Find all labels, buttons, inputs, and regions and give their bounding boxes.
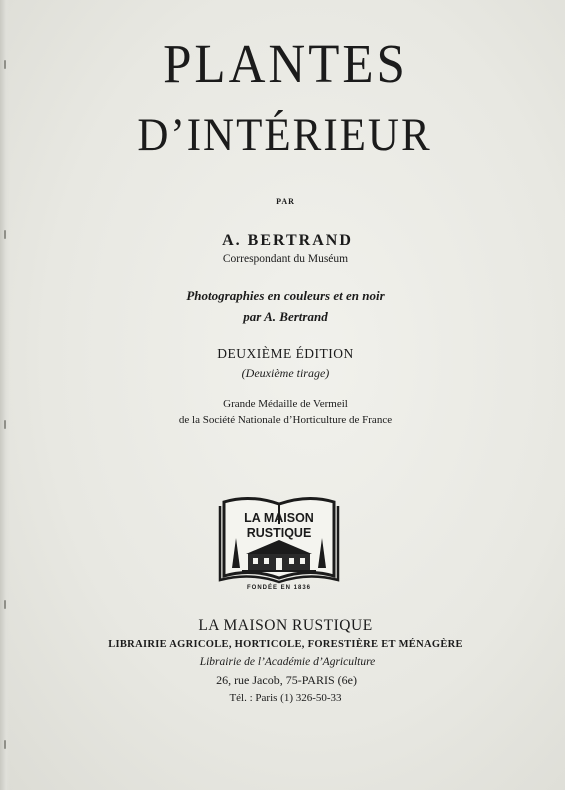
by-label: PAR — [276, 197, 295, 206]
book-title-line2: D’INTÉRIEUR — [137, 110, 432, 161]
author-name: A. BERTRAND — [222, 232, 353, 249]
publisher-subtitle: LIBRAIRIE AGRICOLE, HORTICOLE, FORESTIÈRE ET MÉNAGÈRE — [108, 639, 463, 650]
award-line1: Grande Médaille de Vermeil — [223, 398, 348, 410]
publisher-phone: Tél. : Paris (1) 326-50-33 — [229, 692, 342, 704]
book-title-line1: PLANTES — [163, 34, 408, 96]
logo-founded-text: FONDÉE EN 1836 — [246, 585, 312, 590]
printing-label: (Deuxième tirage) — [241, 366, 330, 380]
photographs-credit-line1: Photographies en couleurs et en noir — [186, 288, 385, 303]
publisher-name: LA MAISON RUSTIQUE — [198, 617, 373, 634]
publisher-logo — [218, 494, 340, 590]
publisher-address: 26, rue Jacob, 75-PARIS (6e) — [216, 673, 357, 687]
binding-stitch — [4, 740, 6, 749]
house-window — [289, 558, 294, 564]
author-role: Correspondant du Muséum — [222, 253, 349, 265]
binding-stitch — [4, 600, 6, 609]
edition-label: DEUXIÈME ÉDITION — [217, 346, 354, 361]
house-window — [264, 558, 269, 564]
publisher-academy: Librairie de l’Académie d’Agriculture — [199, 656, 376, 668]
award-line2: de la Société Nationale d’Horticulture de France — [178, 414, 393, 426]
logo-text-line2: RUSTIQUE — [246, 526, 312, 540]
photographs-credit-line2: par A. Bertrand — [243, 309, 328, 324]
house-window — [253, 558, 258, 564]
logo-text-line1: LA MAISON — [244, 511, 314, 525]
house-window — [300, 558, 305, 564]
house-door — [276, 558, 282, 570]
